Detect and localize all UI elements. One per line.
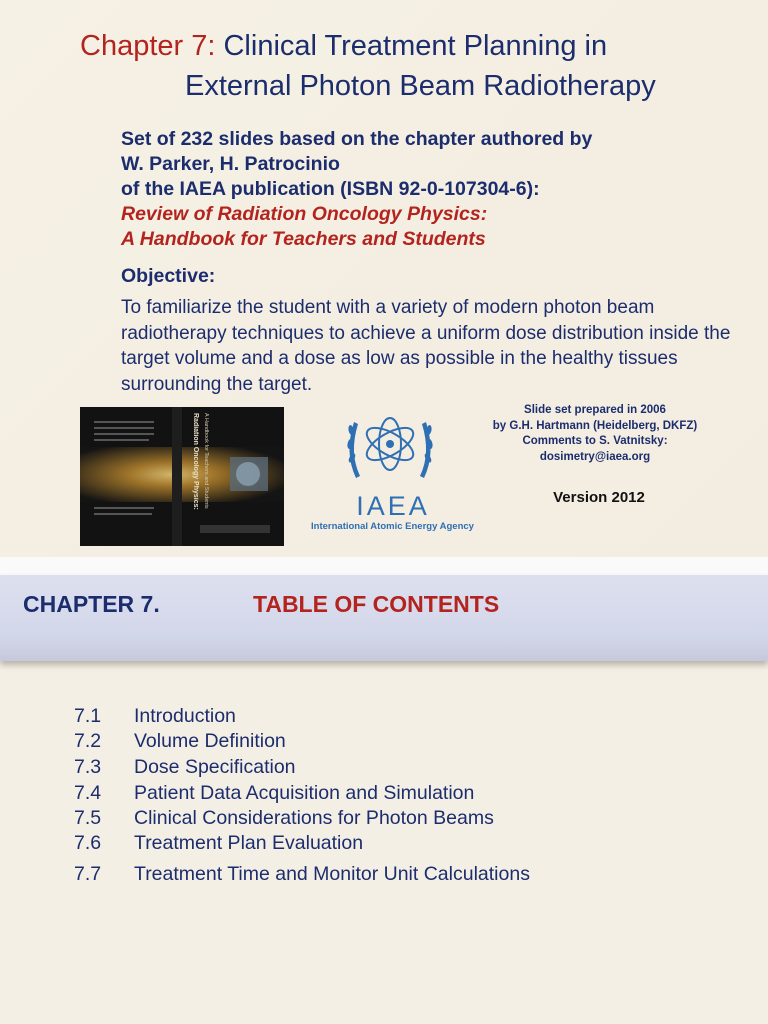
credits-line-1: Slide set prepared in 2006 (524, 404, 666, 416)
book-cover-subtitle: A Handbook for Teachers and Students (203, 413, 209, 509)
toc-item-number: 7.4 (74, 782, 102, 804)
toc-item-text: Introduction (134, 705, 236, 727)
toc-item-text: Clinical Considerations for Photon Beams (134, 807, 494, 829)
intro-block (121, 127, 741, 252)
credits-email: dosimetry@iaea.org (539, 450, 651, 463)
book-cover-title: Radiation Oncology Physics: (192, 413, 199, 510)
toc-item-number: 7.6 (74, 832, 102, 854)
title-line-2: External Photon Beam Radiotherapy (185, 70, 656, 102)
objective-heading: Objective: (121, 265, 216, 287)
book-cover-art (80, 407, 284, 546)
intro-line-1: Set of 232 slides based on the chapter authored by (121, 128, 593, 150)
iaea-logo-icon (340, 408, 440, 488)
toc-item-number: 7.5 (74, 807, 102, 829)
slide-title (80, 26, 768, 106)
toc-item-number: 7.1 (74, 705, 102, 727)
publication-line-2: A Handbook for Teachers and Students (121, 228, 486, 250)
toc-item-text: Treatment Time and Monitor Unit Calculations (134, 863, 530, 885)
book-cover-image (80, 407, 284, 546)
toc-item-text: Volume Definition (134, 730, 286, 752)
toc-header (0, 575, 768, 661)
title-line-1: Clinical Treatment Planning in (223, 30, 608, 62)
intro-line-2: W. Parker, H. Patrocinio (121, 153, 340, 175)
iaea-full-name: International Atomic Energy Agency (311, 521, 474, 532)
title-prefix: Chapter 7: (80, 30, 216, 62)
intro-line-3: of the IAEA publication (ISBN 92-0-107304-6): (121, 178, 540, 200)
toc-item-text: Dose Specification (134, 756, 296, 778)
iaea-acronym: IAEA (356, 491, 430, 521)
credits-line-3: Comments to S. Vatnitsky: (522, 435, 668, 447)
slide-divider (0, 557, 768, 575)
toc-item-number: 7.3 (74, 756, 102, 778)
publication-line-1: Review of Radiation Oncology Physics: (121, 203, 488, 225)
version-label: Version 2012 (553, 489, 645, 506)
chapter-label: CHAPTER 7. (23, 591, 160, 617)
toc-item-number: 7.2 (74, 730, 102, 752)
slide-credits (470, 403, 720, 465)
toc-item-text: Treatment Plan Evaluation (134, 832, 364, 854)
credits-line-2: by G.H. Hartmann (Heidelberg, DKFZ) (492, 419, 698, 432)
toc-item-text: Patient Data Acquisition and Simulation (134, 782, 475, 804)
toc-slide (0, 575, 768, 1024)
objective-text: To familiarize the student with a variety of modern photon beam radiotherapy techniques to achieve a uniform dose distribution inside the target volume and a dose as low as possible in the healthy tissues surrounding the target. (121, 297, 731, 395)
toc-title: TABLE OF CONTENTS (253, 591, 500, 617)
toc-item-number: 7.7 (74, 863, 102, 885)
